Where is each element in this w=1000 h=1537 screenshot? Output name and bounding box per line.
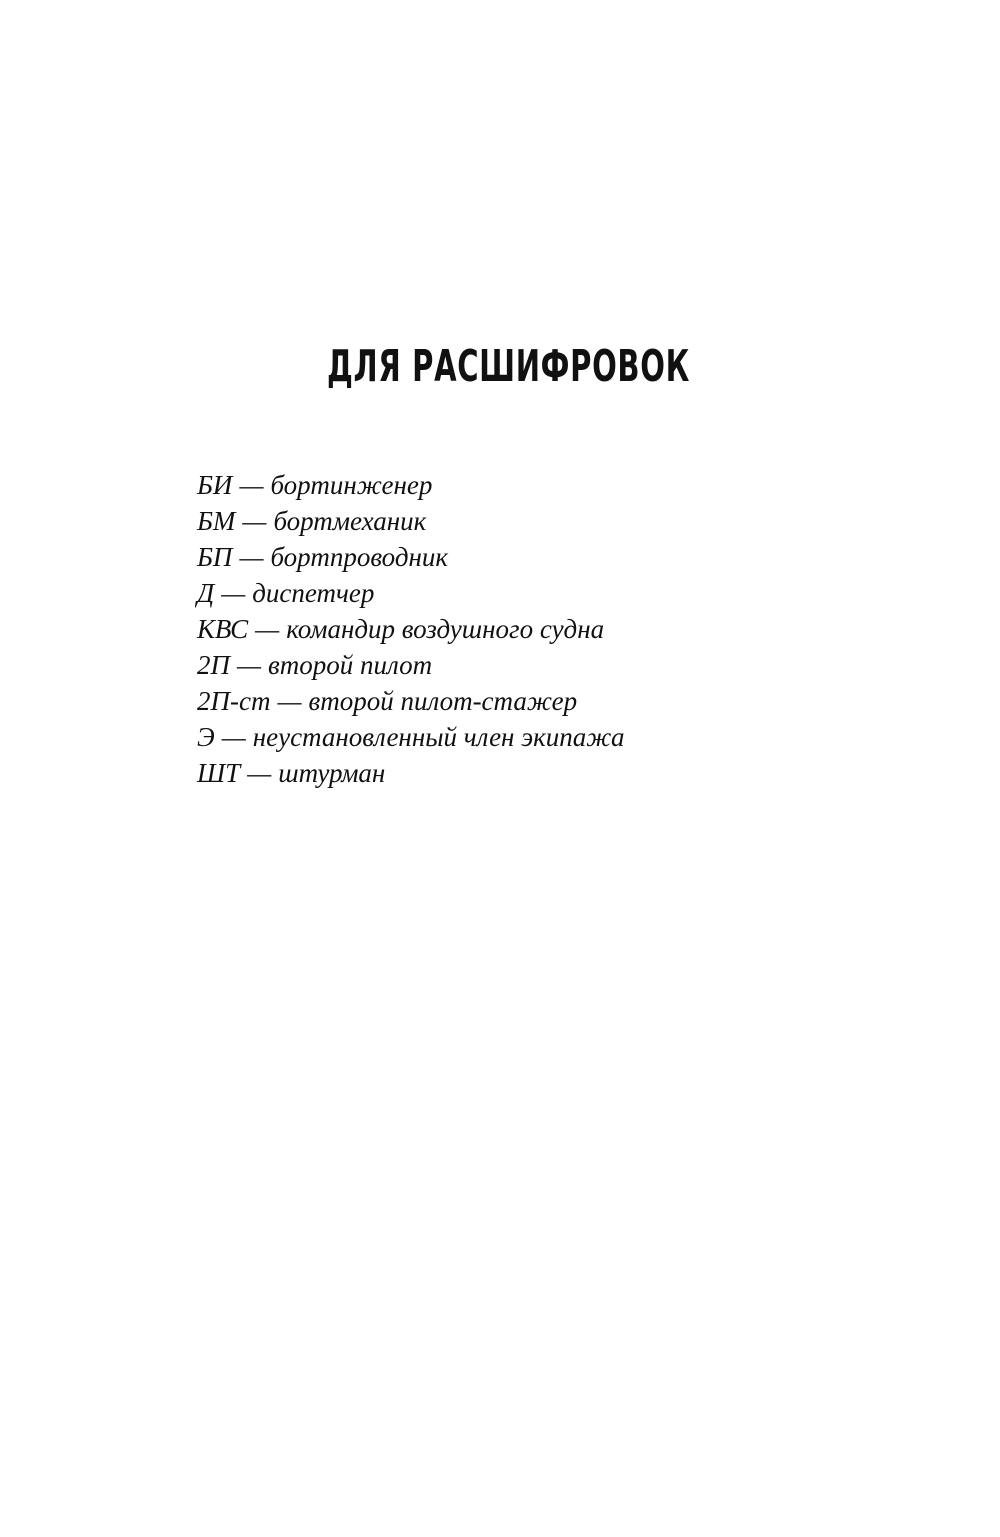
dash-separator: —	[255, 614, 280, 644]
abbreviation: Э	[197, 722, 215, 752]
abbreviation-list	[197, 467, 625, 791]
abbreviation: БМ	[197, 506, 236, 536]
abbreviation-meaning: диспетчер	[252, 578, 375, 608]
dash-separator: —	[247, 758, 272, 788]
abbreviation: Д	[197, 578, 215, 608]
abbreviation: ШТ	[197, 758, 241, 788]
list-item	[197, 539, 625, 575]
list-item	[197, 647, 625, 683]
list-item	[197, 719, 625, 755]
abbreviation: 2П-ст	[197, 686, 271, 716]
list-item	[197, 575, 625, 611]
dash-separator: —	[239, 470, 264, 500]
dash-separator: —	[242, 506, 267, 536]
abbreviation-meaning: неустановленный член экипажа	[252, 722, 625, 752]
abbreviation-meaning: бортпроводник	[270, 542, 449, 572]
list-item	[197, 683, 625, 719]
abbreviation-meaning: бортмеханик	[273, 506, 427, 536]
dash-separator: —	[239, 542, 264, 572]
list-item	[197, 467, 625, 503]
abbreviation: КВС	[197, 614, 249, 644]
abbreviation-meaning: второй пилот	[268, 650, 433, 680]
abbreviation-meaning: бортинженер	[270, 470, 433, 500]
dash-separator: —	[237, 650, 262, 680]
abbreviation: БИ	[197, 470, 233, 500]
abbreviation-meaning: второй пилот-стажер	[308, 686, 578, 716]
abbreviation-meaning: штурман	[278, 758, 386, 788]
list-item	[197, 503, 625, 539]
abbreviation-meaning: командир воздушного судна	[286, 614, 605, 644]
list-item	[197, 611, 625, 647]
list-item	[197, 755, 625, 791]
abbreviation: 2П	[197, 650, 230, 680]
abbreviation: БП	[197, 542, 233, 572]
section-heading: ДЛЯ РАСШИФРОВОК	[327, 341, 690, 392]
dash-separator: —	[221, 578, 246, 608]
dash-separator: —	[277, 686, 302, 716]
dash-separator: —	[221, 722, 246, 752]
